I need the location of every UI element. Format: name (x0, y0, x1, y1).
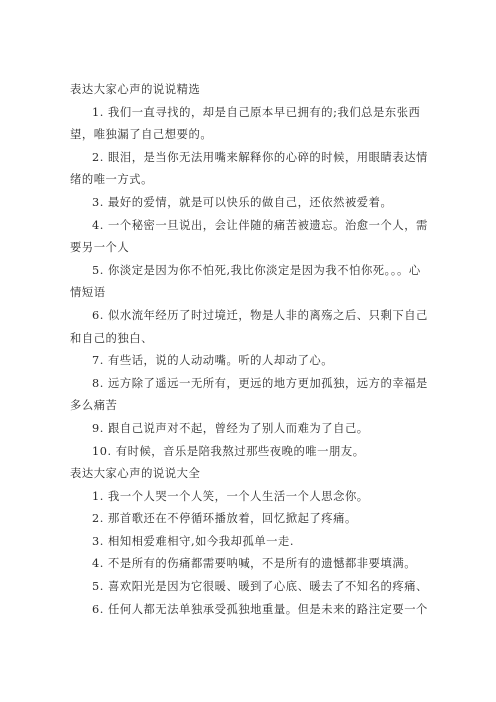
list-item-line-continued: 和自己的独白、 (70, 331, 153, 345)
list-item-line: 6. 任何人都无法单独承受孤独地重量。但是未来的路注定要一个 (92, 602, 428, 616)
list-item-line: 5. 你淡定是因为你不怕死,我比你淡定是因为我不怕你死。。。心 (92, 263, 421, 277)
list-item-line: 10. 有时候，音乐是陪我熬过那些夜晚的唯一朋友。 (92, 444, 365, 458)
list-item-line: 1. 我一个人哭一个人笑，一个人生活一个人思念你。 (92, 489, 369, 503)
list-item-line: 5. 喜欢阳光是因为它很暖、暖到了心底、暖去了不知名的疼痛、 (92, 580, 428, 594)
list-item-line-continued: 情短语 (70, 286, 106, 300)
list-item-line: 3. 最好的爱情，就是可以快乐的做自己，还依然被爱着。 (92, 195, 393, 209)
list-item-line: 3. 相知相爱难相守,如今我却孤单一走. (92, 534, 295, 548)
list-item-line: 4. 一个秘密一旦说出，会让伴随的痛苦被遗忘。治愈一个人，需 (92, 218, 428, 232)
list-item-line: 2. 眼泪，是当你无法用嘴来解释你的心碎的时候，用眼睛表达情 (92, 150, 428, 164)
document-page (70, 79, 432, 621)
list-item-line: 4. 不是所有的伤痛都需要呐喊，不是所有的遗憾都非要填满。 (92, 557, 417, 571)
list-item-line: 8. 远方除了遥远一无所有，更远的地方更加孤独，远方的幸福是 (92, 376, 428, 390)
list-item-line-continued: 望，唯独漏了自己想要的。 (70, 128, 213, 142)
section-title: 表达大家心声的说说精选 (70, 83, 201, 96)
list-item-line: 1. 我们一直寻找的，却是自己原本早已拥有的;我们总是东张西 (92, 105, 421, 119)
section-title: 表达大家心声的说说大全 (70, 467, 201, 481)
list-item-line-continued: 多么痛苦 (70, 399, 118, 413)
list-item-line: 2. 那首歌还在不停循环播放着，回忆掀起了疼痛。 (92, 512, 357, 526)
list-item-line-continued: 要另一个人 (70, 241, 130, 255)
list-item-line: 7. 有些话，说的人动动嘴。听的人却动了心。 (92, 354, 334, 368)
list-item-line-continued: 绪的唯一方式。 (70, 173, 153, 187)
list-item-line: 9. 跟自己说声对不起，曾经为了别人而难为了自己。 (92, 421, 369, 435)
list-item-line: 6. 似水流年经历了时过境迁，物是人非的离殇之后、只剩下自己 (92, 308, 428, 322)
